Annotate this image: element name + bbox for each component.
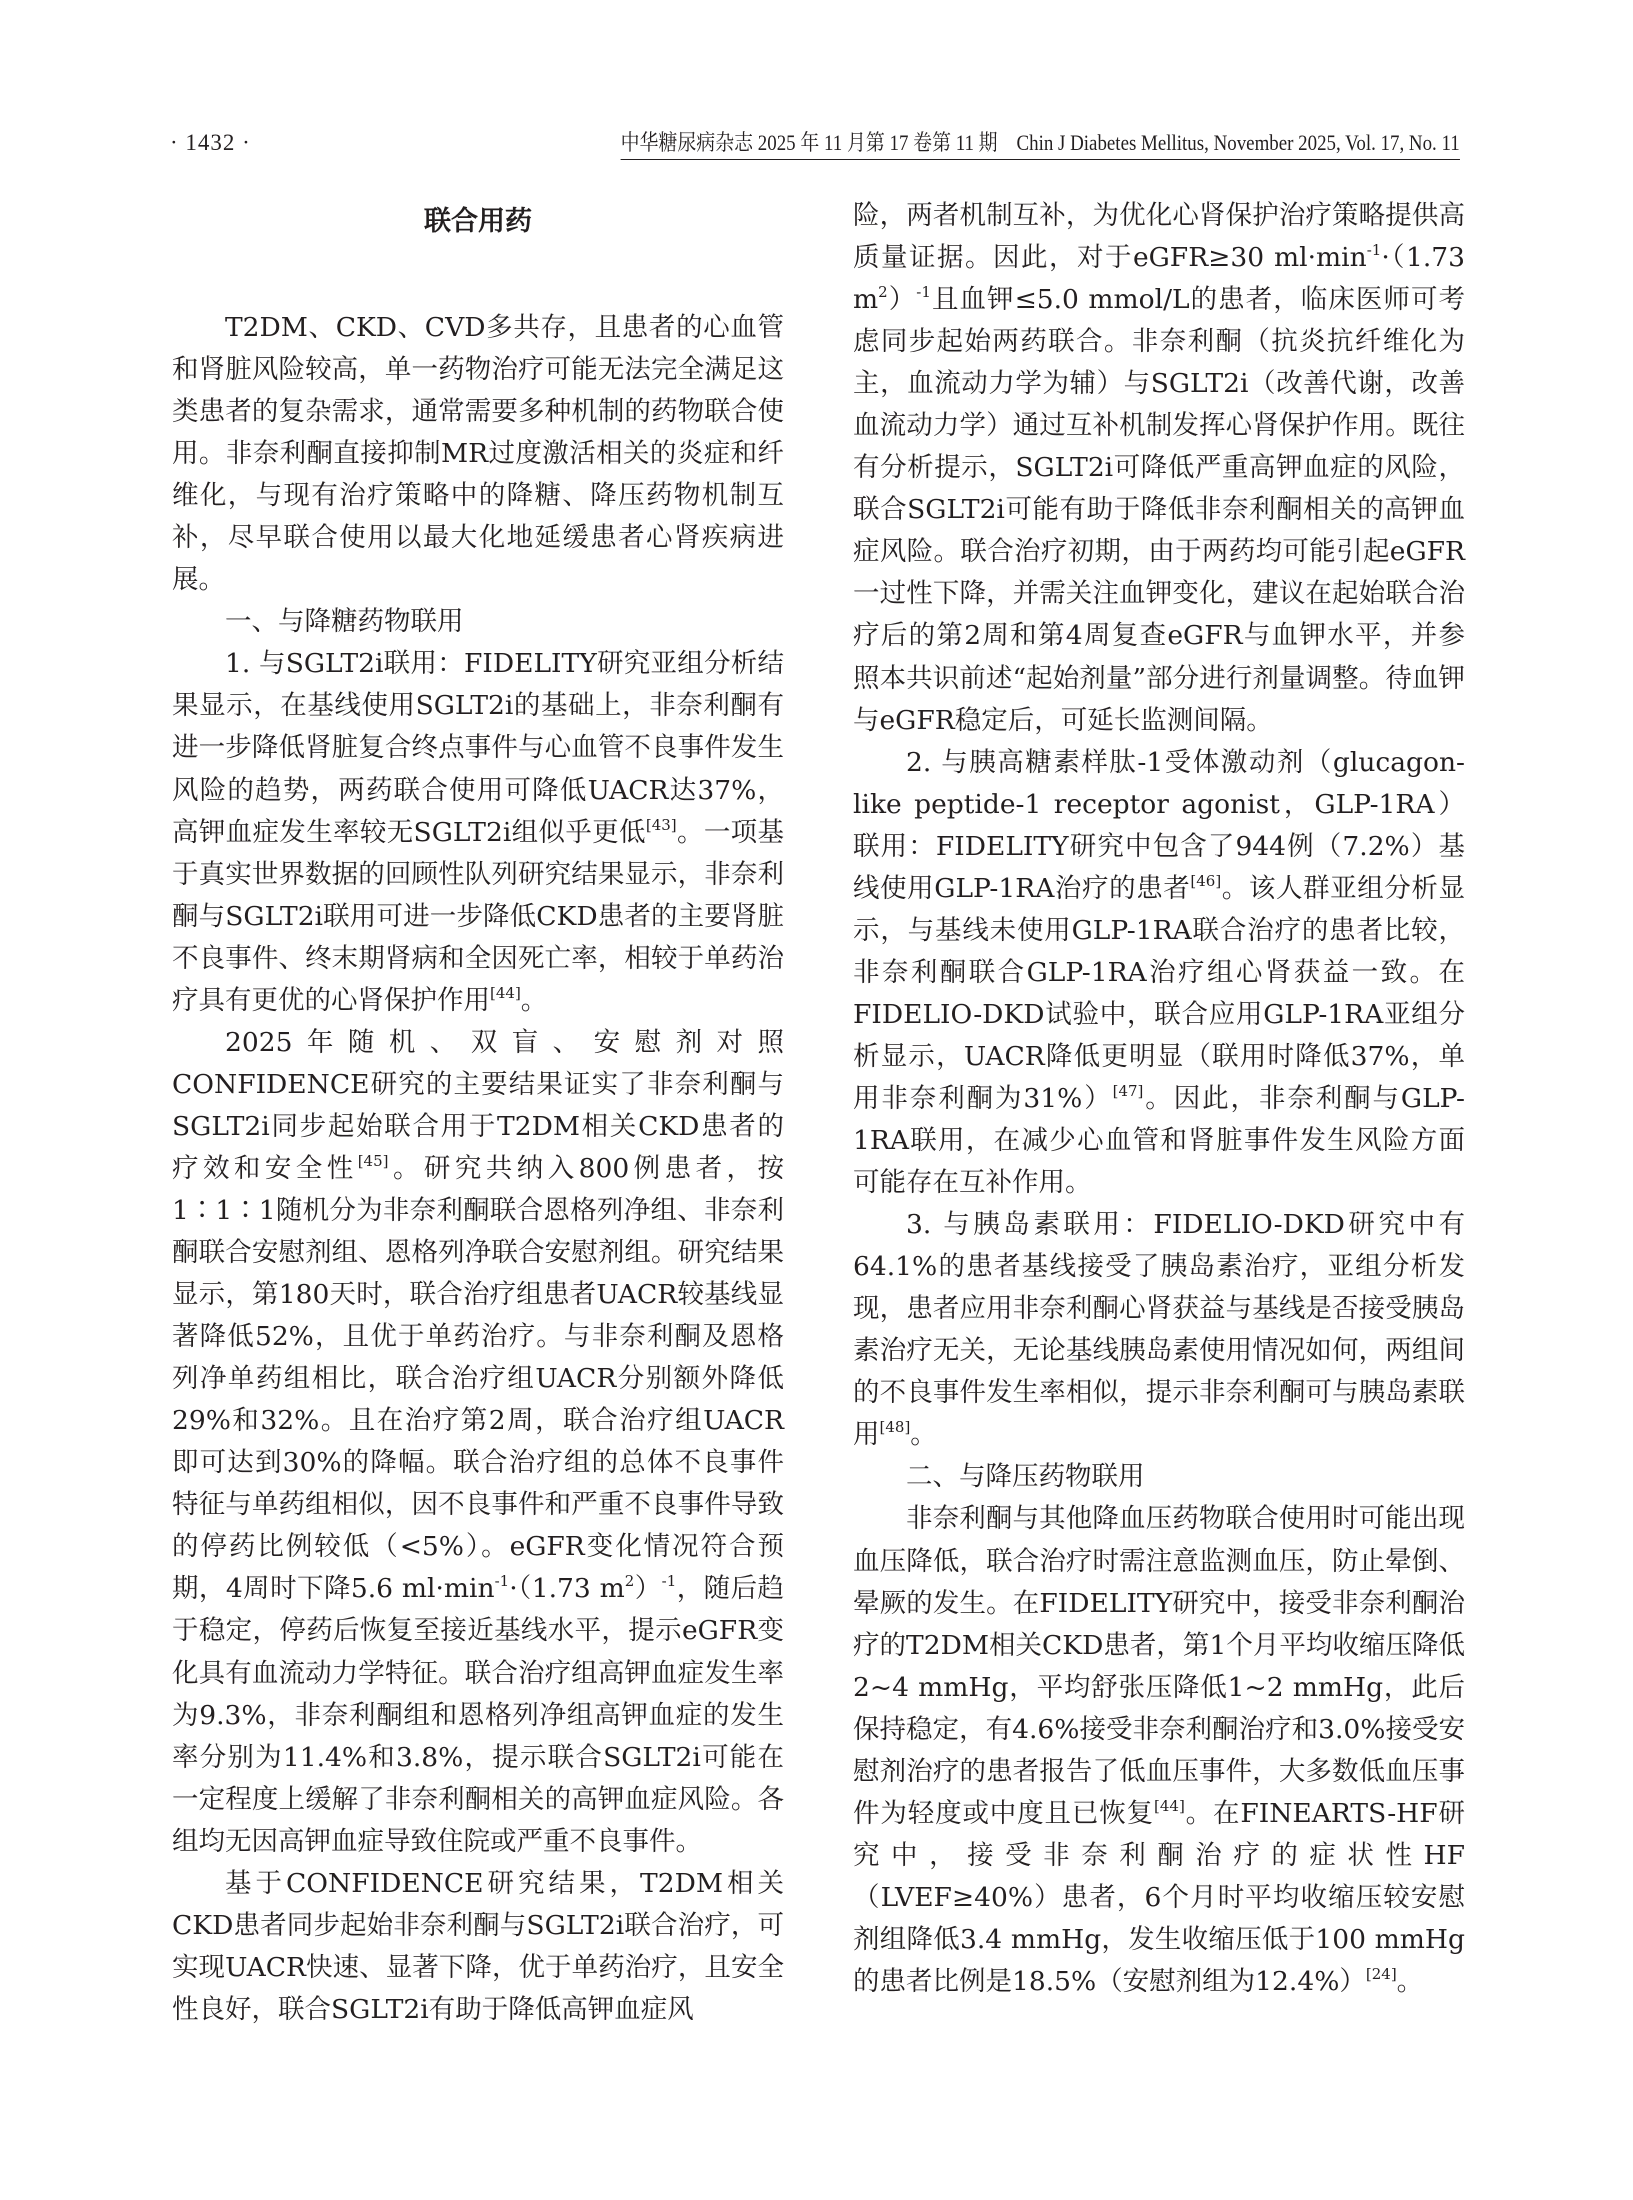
- paragraph-continuation: [853, 195, 1465, 742]
- text: 险，两者机制互补，为优化心肾保护治疗策略提供高质量证据。因此，对于eGFR≥30 ml·min: [853, 200, 1465, 274]
- superscript: -1: [661, 1572, 677, 1591]
- superscript: -1: [1366, 241, 1382, 260]
- text: 1. 与SGLT2i联用：FIDELITY研究亚组分析结果显示，在基线使用SGLT2i的基础上，非奈利酮有进一步降低肾脏复合终点事件与心血管不良事件发生风险的趋势，两药联合使用可降低UACR达37%，高钾血症发生率较无SGLT2i组似乎更低: [172, 648, 784, 848]
- citation-46[interactable]: [46]: [1190, 871, 1222, 890]
- text: 2. 与胰高糖素样肽-1受体激动剂（glucagon-like peptide-1 receptor agonist，GLP-1RA）联用：FIDELITY研究中包含了944例（7.2%）基线使用GLP-1RA治疗的患者: [853, 746, 1465, 904]
- text: 且血钾≤5.0 mmol/L的患者，临床医师可考虑同步起始两药联合。非奈利酮（抗炎抗纤维化为主，血流动力学为辅）与SGLT2i（改善代谢，改善血流动力学）通过互补机制发挥心肾保护作用。既往有分析提示，SGLT2i可降低严重高钾血症的风险，联合SGLT2i可能有助于降低非奈利酮相关的高钾血症风险。联合治疗初期，由于两药均可能引起eGFR一过性下降，并需关注血钾变化，建议在起始联合治疗后的第2周和第4周复查eGFR与血钾水平，并参照本共识前述“起始剂量”部分进行剂量调整。待血钾与eGFR稳定后，可延长监测间隔。: [853, 284, 1466, 736]
- page-number: · 1432 ·: [170, 130, 251, 155]
- heading-antihypertensive: 二、与降压药物联用: [906, 1461, 1145, 1493]
- citation-43[interactable]: [43]: [645, 815, 677, 834]
- paragraph-sglt2i: [172, 643, 784, 1021]
- superscript: -1: [916, 283, 931, 302]
- text: 。一项基于真实世界数据的回顾性队列研究结果显示，非奈利酮与SGLT2i联用可进一步降低CKD患者的主要肾脏不良事件、终末期肾病和全因死亡率，相较于单药治疗具有更优的心肾保护作用: [172, 816, 784, 1016]
- superscript: -1: [494, 1572, 510, 1591]
- text: 。因此，非奈利酮与GLP-1RA联用，在减少心血管和肾脏事件发生风险方面可能存在互补作用。: [853, 1082, 1466, 1199]
- right-column: [853, 195, 1465, 2003]
- heading-antidiabetic: 一、与降糖药物联用: [225, 606, 464, 638]
- superscript: 2: [878, 283, 888, 302]
- text: 非奈利酮与其他降血压药物联合使用时可能出现血压降低，联合治疗时需注意监测血压，防止晕倒、晕厥的发生。在FIDELITY研究中，接受非奈利酮治疗的T2DM相关CKD患者，第1个月平均收缩压降低2~4 mmHg，平均舒张压降低1~2 mmHg，此后保持稳定，有4.6%接受非奈利酮治疗和3.0%接受安慰剂治疗的患者报告了低血压事件，大多数低血压事件为轻度或中度且已恢复: [853, 1503, 1465, 1829]
- text: ·（1.73 m: [509, 1573, 625, 1605]
- paragraph-based-on-confidence: 基于CONFIDENCE研究结果，T2DM相关CKD患者同步起始非奈利酮与SGLT2i联合治疗，可实现UACR快速、显著下降，优于单药治疗，且安全性良好，联合SGLT2i有助于降低高钾血症风: [172, 1867, 784, 2025]
- running-header: [170, 128, 1460, 162]
- paragraph-blood-pressure: [853, 1498, 1465, 2003]
- text: 2025年随机、双盲、安慰剂对照CONFIDENCE研究的主要结果证实了非奈利酮与SGLT2i同步起始联合用于T2DM相关CKD患者的疗效和安全性: [172, 1026, 784, 1184]
- text: 3. 与胰岛素联用：FIDELIO-DKD研究中有64.1%的患者基线接受了胰岛素治疗，亚组分析发现，患者应用非奈利酮心肾获益与基线是否接受胰岛素治疗无关，无论基线胰岛素使用情况如何，两组间的不良事件发生率相似，提示非奈利酮可与胰岛素联用: [853, 1209, 1465, 1451]
- section-title: 联合用药: [424, 206, 532, 237]
- text: 。研究共纳入800例患者，按1∶1∶1随机分为非奈利酮联合恩格列净组、非奈利酮联合安慰剂组、恩格列净联合安慰剂组。研究结果显示，第180天时，联合治疗组患者UACR较基线显著降低52%，且优于单药治疗。与非奈利酮及恩格列净单药组相比，联合治疗组UACR分别额外降低29%和32%。且在治疗第2周，联合治疗组UACR即可达到30%的降幅。联合治疗组的总体不良事件特征与单药组相似，因不良事件和严重不良事件导致的停药比例较低（<5%）。eGFR变化情况符合预期，4周时下降5.6 ml·min: [172, 1152, 784, 1605]
- text: 。该人群亚组分析显示，与基线未使用GLP-1RA联合治疗的患者比较，非奈利酮联合GLP-1RA治疗组心肾获益一致。在FIDELIO-DKD试验中，联合应用GLP-1RA亚组分析显示，UACR降低更明显（联用时降低37%，单用非奈利酮为31%）: [853, 872, 1465, 1114]
- superscript: 2: [624, 1572, 635, 1591]
- text: 。: [1396, 1965, 1424, 1997]
- text: ，随后趋于稳定，停药后恢复至接近基线水平，提示eGFR变化具有血流动力学特征。联合治疗组高钾血症发生率为9.3%，非奈利酮组和恩格列净组高钾血症的发生率分别为11.4%和3.8%，提示联合SGLT2i可能在一定程度上缓解了非奈利酮相关的高钾血症风险。各组均无因高钾血症导致住院或严重不良事件。: [172, 1573, 785, 1857]
- text: ）: [634, 1573, 662, 1605]
- left-column: [172, 195, 784, 2031]
- citation-44[interactable]: [44]: [490, 983, 521, 1002]
- citation-48[interactable]: [48]: [879, 1418, 911, 1437]
- text: 。在FINEARTS-HF研究中，接受非奈利酮治疗的症状性HF（LVEF≥40%）患者，6个月时平均收缩压较安慰剂组降低3.4 mmHg，发生收缩压低于100 mmHg的患者比例是18.5%（安慰剂组为12.4%）: [853, 1797, 1466, 1997]
- citation-45[interactable]: [45]: [357, 1151, 389, 1170]
- citation-47[interactable]: [47]: [1112, 1081, 1144, 1100]
- journal-running-title: 中华糖尿病杂志 2025 年 11 月第 17 卷第 11 期 Chin J Diabetes Mellitus, November 2025, Vol. 17, No. 11: [621, 128, 1460, 160]
- citation-44[interactable]: [44]: [1154, 1796, 1185, 1815]
- paragraph-confidence: [172, 1022, 784, 1863]
- paragraph-glp1ra: [853, 742, 1465, 1205]
- text: 。: [520, 984, 548, 1016]
- paragraph-insulin: [853, 1204, 1465, 1456]
- citation-24[interactable]: [24]: [1365, 1964, 1397, 1983]
- text: ）: [887, 284, 917, 316]
- text: ·（1.73 m: [853, 242, 1465, 316]
- text: 。: [910, 1419, 937, 1451]
- paragraph-intro: T2DM、CKD、CVD多共存，且患者的心血管和肾脏风险较高，单一药物治疗可能无法完全满足这类患者的复杂需求，通常需要多种机制的药物联合使用。非奈利酮直接抑制MR过度激活相关的炎症和纤维化，与现有治疗策略中的降糖、降压药物机制互补，尽早联合使用以最大化地延缓患者心肾疾病进展。: [172, 312, 784, 596]
